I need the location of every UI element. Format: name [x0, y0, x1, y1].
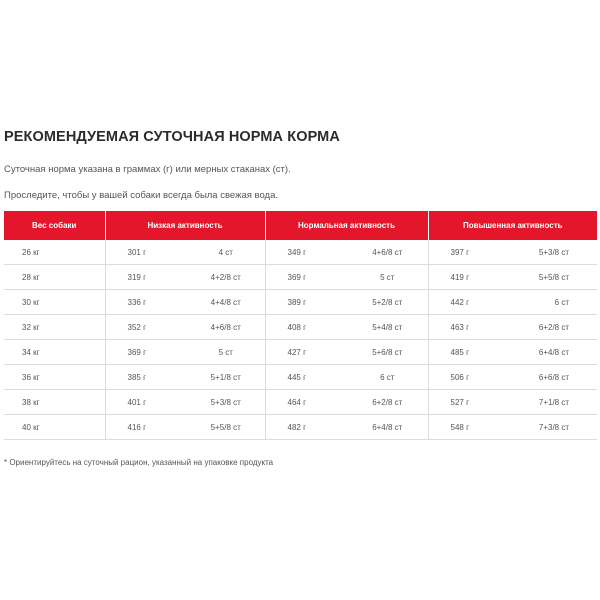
cell-low-grams: 352 г — [105, 315, 187, 340]
cell-weight: 32 кг — [4, 315, 105, 340]
header-low-activity: Низкая активность — [105, 211, 265, 240]
cell-high-grams: 419 г — [428, 265, 513, 290]
footnote: * Ориентируйтесь на суточный рацион, указанный на упаковке продукта — [4, 458, 274, 467]
cell-normal-grams: 464 г — [265, 390, 347, 415]
cell-low-cups: 5 ст — [187, 340, 265, 365]
cell-normal-cups: 5+4/8 ст — [347, 315, 428, 340]
cell-normal-grams: 427 г — [265, 340, 347, 365]
cell-weight: 34 кг — [4, 340, 105, 365]
cell-normal-cups: 6+4/8 ст — [347, 415, 428, 440]
table-row — [4, 340, 597, 365]
cell-normal-cups: 6+2/8 ст — [347, 390, 428, 415]
intro-text-portions: Суточная норма указана в граммах (г) или мерных стаканах (ст). — [4, 164, 291, 175]
table-row — [4, 315, 597, 340]
cell-weight: 30 кг — [4, 290, 105, 315]
cell-normal-cups: 5+6/8 ст — [347, 340, 428, 365]
cell-low-grams: 336 г — [105, 290, 187, 315]
table-row — [4, 265, 597, 290]
cell-high-cups: 6+2/8 ст — [513, 315, 597, 340]
table-row — [4, 240, 597, 265]
page-title: РЕКОМЕНДУЕМАЯ СУТОЧНАЯ НОРМА КОРМА — [4, 129, 340, 145]
cell-low-cups: 4 ст — [187, 240, 265, 265]
cell-normal-grams: 369 г — [265, 265, 347, 290]
intro-text-water: Проследите, чтобы у вашей собаки всегда была свежая вода. — [4, 190, 279, 201]
cell-high-cups: 5+5/8 ст — [513, 265, 597, 290]
cell-weight: 36 кг — [4, 365, 105, 390]
cell-low-cups: 5+3/8 ст — [187, 390, 265, 415]
cell-high-grams: 527 г — [428, 390, 513, 415]
cell-weight: 38 кг — [4, 390, 105, 415]
cell-high-cups: 6+6/8 ст — [513, 365, 597, 390]
table-body — [4, 240, 597, 440]
cell-high-grams: 463 г — [428, 315, 513, 340]
cell-low-cups: 5+1/8 ст — [187, 365, 265, 390]
cell-high-grams: 485 г — [428, 340, 513, 365]
header-high-activity: Повышенная активность — [428, 211, 597, 240]
table-header-row — [4, 211, 597, 240]
table-row — [4, 415, 597, 440]
cell-normal-grams: 482 г — [265, 415, 347, 440]
cell-high-cups: 6+4/8 ст — [513, 340, 597, 365]
cell-low-grams: 401 г — [105, 390, 187, 415]
cell-normal-cups: 5+2/8 ст — [347, 290, 428, 315]
cell-normal-grams: 445 г — [265, 365, 347, 390]
cell-normal-cups: 5 ст — [347, 265, 428, 290]
cell-normal-grams: 349 г — [265, 240, 347, 265]
cell-low-grams: 369 г — [105, 340, 187, 365]
cell-low-cups: 5+5/8 ст — [187, 415, 265, 440]
cell-normal-cups: 6 ст — [347, 365, 428, 390]
cell-weight: 40 кг — [4, 415, 105, 440]
cell-weight: 26 кг — [4, 240, 105, 265]
table-row — [4, 365, 597, 390]
cell-high-cups: 7+3/8 ст — [513, 415, 597, 440]
cell-normal-grams: 389 г — [265, 290, 347, 315]
cell-low-grams: 416 г — [105, 415, 187, 440]
cell-high-cups: 6 ст — [513, 290, 597, 315]
cell-high-grams: 397 г — [428, 240, 513, 265]
cell-low-grams: 385 г — [105, 365, 187, 390]
header-dog-weight: Вес собаки — [4, 211, 105, 240]
cell-high-cups: 7+1/8 ст — [513, 390, 597, 415]
cell-low-grams: 301 г — [105, 240, 187, 265]
cell-normal-grams: 408 г — [265, 315, 347, 340]
cell-low-grams: 319 г — [105, 265, 187, 290]
table-row — [4, 390, 597, 415]
header-normal-activity: Нормальная активность — [265, 211, 428, 240]
cell-high-grams: 442 г — [428, 290, 513, 315]
cell-low-cups: 4+2/8 ст — [187, 265, 265, 290]
cell-low-cups: 4+4/8 ст — [187, 290, 265, 315]
cell-high-cups: 5+3/8 ст — [513, 240, 597, 265]
cell-normal-cups: 4+6/8 ст — [347, 240, 428, 265]
table-row — [4, 290, 597, 315]
cell-high-grams: 506 г — [428, 365, 513, 390]
cell-high-grams: 548 г — [428, 415, 513, 440]
feeding-table — [4, 211, 597, 440]
cell-low-cups: 4+6/8 ст — [187, 315, 265, 340]
cell-weight: 28 кг — [4, 265, 105, 290]
